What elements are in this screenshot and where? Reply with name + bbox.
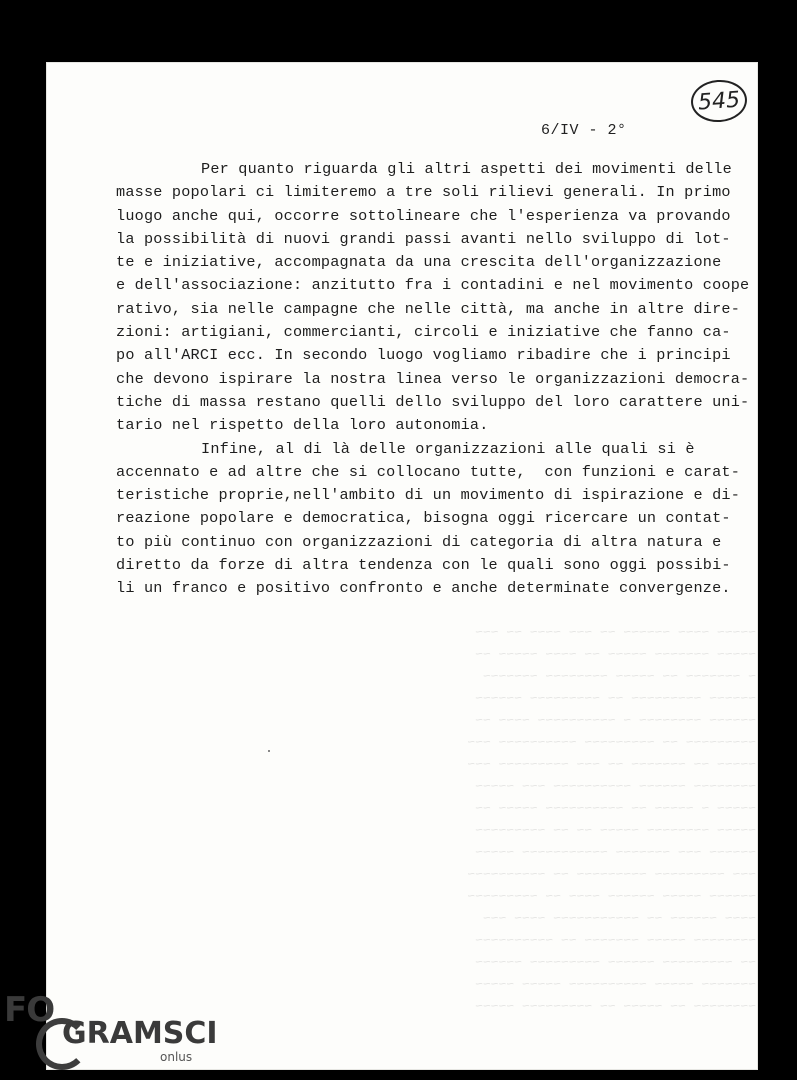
text-line: teristiche proprie,nell'ambito di un movimento di ispirazione e di- (116, 486, 741, 505)
text-line: to più continuo con organizzazioni di categoria di altra natura e (116, 532, 722, 551)
text-line: Infine, al di là delle organizzazioni alle quali si è (201, 439, 695, 458)
text-line: e dell'associazione: anzitutto fra i contadini e nel movimento coope (116, 276, 750, 295)
text-line: te e iniziative, accompagnata da una crescita dell'organizzazione (116, 253, 722, 272)
archive-number-stamp: 545 (690, 78, 749, 124)
text-line: masse popolari ci limiteremo a tre soli rilievi generali. In primo (116, 183, 731, 202)
text-line: li un franco e positivo confronto e anche determinate convergenze. (116, 579, 731, 598)
text-line: po all'ARCI ecc. In secondo luogo vogliamo ribadire che i principi (116, 346, 731, 365)
page-number: 6/IV - 2° (541, 122, 627, 139)
paragraph-2 (116, 438, 741, 601)
text-line: zioni: artigiani, commercianti, circoli e iniziative che fanno ca- (116, 323, 731, 342)
text-line: tiche di massa restano quelli dello sviluppo del loro carattere uni- (116, 392, 750, 411)
text-line: diretto da forze di altra tendenza con le quali sono oggi possibi- (116, 556, 731, 575)
text-line: la possibilità di nuovi grandi passi avanti nello sviluppo di lot- (116, 229, 731, 248)
document-page (46, 62, 758, 1070)
watermark-prefix: FO (4, 990, 55, 1030)
speck (268, 750, 270, 752)
text-line: rativo, sia nelle campagne che nelle città, ma anche in altre dire- (116, 299, 741, 318)
text-line: accennato e ad altre che si collocano tutte, con funzioni e carat- (116, 462, 741, 481)
bleed-through-text: ~~~~~ ~~~~ ~~~~~~ ~~ ~~~ ~~~~ ~~ ~~~ ~~~~~ ~~~~~~~ ~~~~~ ~~ ~~~~ ~~~~~ ~~ ~ ~~~~~~~ ~~ ~~~~~ ~~~~~~~~ ~~~~~~~ ~~~~~~ ~~~~~~~~~ ~~ ~~~~~~~~~ ~~~~~~ ~~~~~~ ~~~~~~~~ ~ ~~~~~~~~~~ ~~~~ ~~ ~~~~~~~~~ ~~ ~~~~~~~~~ ~~~~~~~~~~ ~~~ ~~~~~ ~~ ~~~~~~~ ~~ ~~~ ~~~~~~~~~ ~~~ ~~~~~~~~ ~~~~~~ ~~~~~~~~~~ ~~~ ~~~~~ ~~~~~ ~ ~~~~~ ~~ ~~~~~~~~~~ ~~~~~ ~~ ~~~~~ ~~~~~~~~ ~~~~~ ~~ ~~ ~~~~~~~~~ ~~~~~~ ~~~ ~~~~~~~ ~~~~~~~~~~~ ~~~~~ ~~~ ~~~~~~~~~ ~~~~~~~~~ ~~ ~~~~~~~~~~ ~~~~~~ ~~~~~ ~~~~~~ ~~~~ ~~ ~~~~~~~~~ ~~~~ ~~~~~~ ~~ ~~~~~~~~~~~ ~~~~ ~~~ ~~~~~~~~ ~~~~~ ~~~~~~~ ~~ ~~~~~~~~~~ ~~ ~~~~~~~~~ ~~~~~~ ~~~~~~~~~ ~~~~~~ ~~~~~~~ ~~~~~ ~~~~~~~~~~ ~~~~~ ~~~~~ ~~~~~~~~ ~~ ~~~~~ ~~ ~~~~~~~~~ ~~~~~ (467, 625, 756, 1014)
paragraph-1 (116, 158, 750, 438)
watermark-suffix: onlus (160, 1050, 193, 1064)
text-line: Per quanto riguarda gli altri aspetti dei movimenti delle (201, 160, 732, 178)
document-body (116, 158, 750, 601)
watermark-name: GRAMSCI (62, 1016, 218, 1051)
text-line: reazione popolare e democratica, bisogna oggi ricercare un contat- (116, 509, 731, 528)
text-line: tario nel rispetto della loro autonomia. (116, 416, 489, 435)
text-line: che devono ispirare la nostra linea verso le organizzazioni democra- (116, 369, 750, 388)
text-line: luogo anche qui, occorre sottolineare che l'esperienza va provando (116, 206, 731, 225)
